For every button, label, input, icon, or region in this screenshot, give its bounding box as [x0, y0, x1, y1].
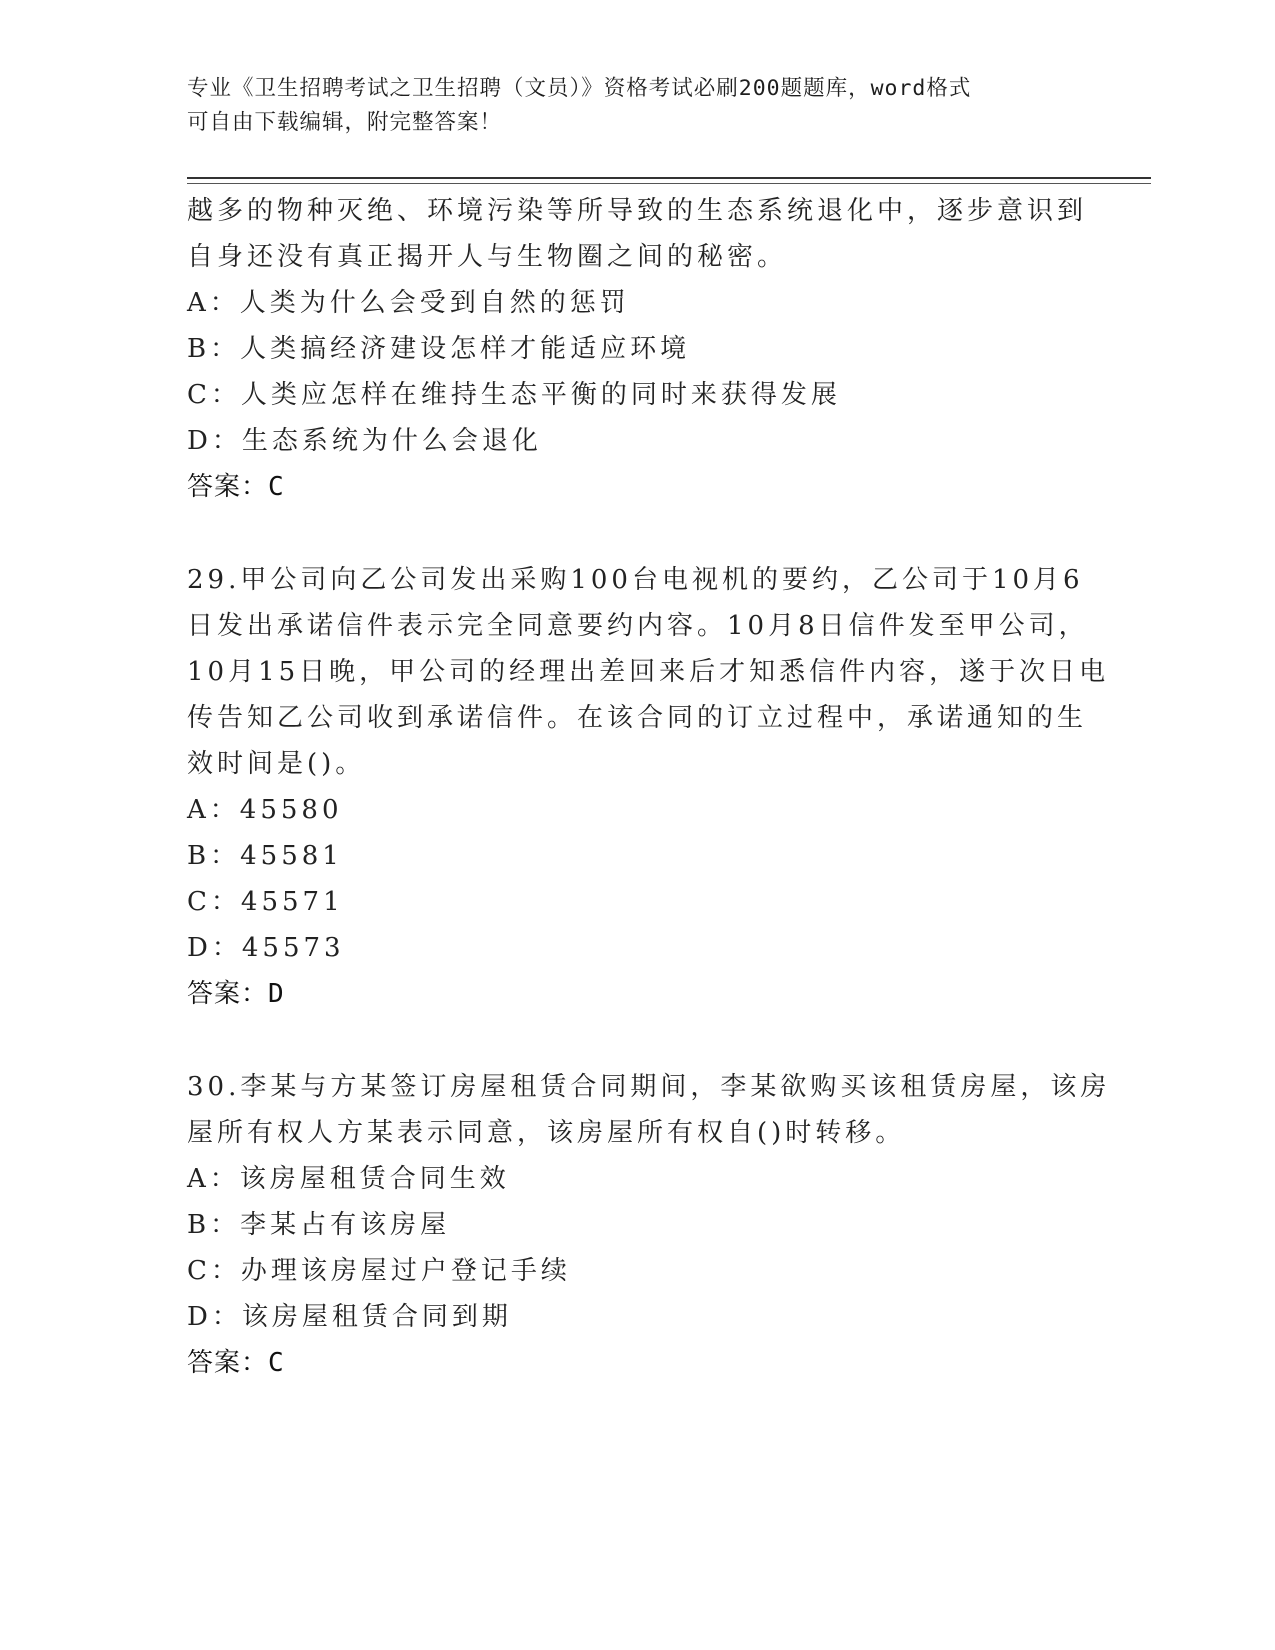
option-letter: C： [187, 380, 241, 410]
option-letter: D： [187, 426, 242, 456]
spacer [187, 510, 1087, 557]
option-c [187, 879, 1087, 925]
option-text: 人类应怎样在维持生态平衡的同时来获得发展 [240, 380, 841, 410]
option-letter: B： [187, 334, 241, 364]
question-text-line: 自身还没有真正揭开人与生物圈之间的秘密。 [187, 242, 788, 272]
question-text-line: 越多的物种灭绝、环境污染等所导致的生态系统退化中，逐步意识到 [187, 196, 1088, 226]
option-text: 45580 [239, 795, 343, 825]
answer-line: 答案：C [187, 472, 285, 502]
option-letter: A： [187, 1164, 240, 1194]
header-divider-thick [187, 177, 1151, 179]
option-text: 生态系统为什么会退化 [241, 426, 542, 456]
question-29 [187, 557, 1110, 1017]
option-d [187, 925, 1087, 971]
document-body [187, 188, 1111, 1386]
option-letter: B： [187, 841, 241, 871]
option-a [187, 280, 1087, 326]
header-title-line-2: 可自由下载编辑，附完整答案！ [187, 110, 503, 135]
option-text: 人类为什么会受到自然的惩罚 [239, 288, 630, 318]
option-letter: B： [187, 1210, 241, 1240]
option-letter: A： [187, 288, 240, 318]
answer-line: 答案：D [187, 979, 285, 1009]
header-divider-thin [187, 183, 1151, 184]
question-continued [187, 188, 1087, 510]
option-text: 李某占有该房屋 [240, 1210, 451, 1240]
option-text: 45573 [241, 933, 345, 963]
answer-line: 答案：C [187, 1348, 285, 1378]
option-c [187, 1248, 1087, 1294]
option-text: 办理该房屋过户登记手续 [240, 1256, 571, 1286]
question-text-line: 日发出承诺信件表示完全同意要约内容。10月8日信件发至甲公司， [187, 611, 1089, 641]
header-title-line-1: 专业《卫生招聘考试之卫生招聘（文员）》资格考试必刷200题题库，word格式 [187, 76, 972, 101]
option-letter: C： [187, 887, 241, 917]
question-text-line: 效时间是()。 [187, 749, 366, 779]
option-letter: A： [187, 795, 240, 825]
question-text-line: 30.李某与方某签订房屋租赁合同期间，李某欲购买该租赁房屋，该房 [187, 1072, 1111, 1102]
option-text: 45571 [240, 887, 344, 917]
option-text: 人类搞经济建设怎样才能适应环境 [240, 334, 691, 364]
option-c [187, 372, 1087, 418]
question-30 [187, 1064, 1111, 1386]
question-text-line: 10月15日晚，甲公司的经理出差回来后才知悉信件内容，遂于次日电 [187, 657, 1110, 687]
option-text: 45581 [240, 841, 343, 871]
option-b [187, 326, 1087, 372]
option-text: 该房屋租赁合同生效 [239, 1164, 510, 1194]
option-a [187, 1156, 1087, 1202]
option-letter: D： [187, 933, 242, 963]
option-b [187, 1202, 1087, 1248]
option-letter: C： [187, 1256, 241, 1286]
option-b [187, 833, 1087, 879]
option-d [187, 1294, 1087, 1340]
question-text-line: 29.甲公司向乙公司发出采购100台电视机的要约，乙公司于10月6 [187, 565, 1084, 595]
spacer [187, 1017, 1087, 1064]
option-letter: D： [187, 1302, 242, 1332]
option-d [187, 418, 1087, 464]
document-header [187, 72, 1087, 140]
option-a [187, 787, 1087, 833]
question-text-line: 屋所有权人方某表示同意，该房屋所有权自()时转移。 [187, 1118, 906, 1148]
question-text-line: 传告知乙公司收到承诺信件。在该合同的订立过程中，承诺通知的生 [187, 703, 1088, 733]
option-text: 该房屋租赁合同到期 [241, 1302, 512, 1332]
